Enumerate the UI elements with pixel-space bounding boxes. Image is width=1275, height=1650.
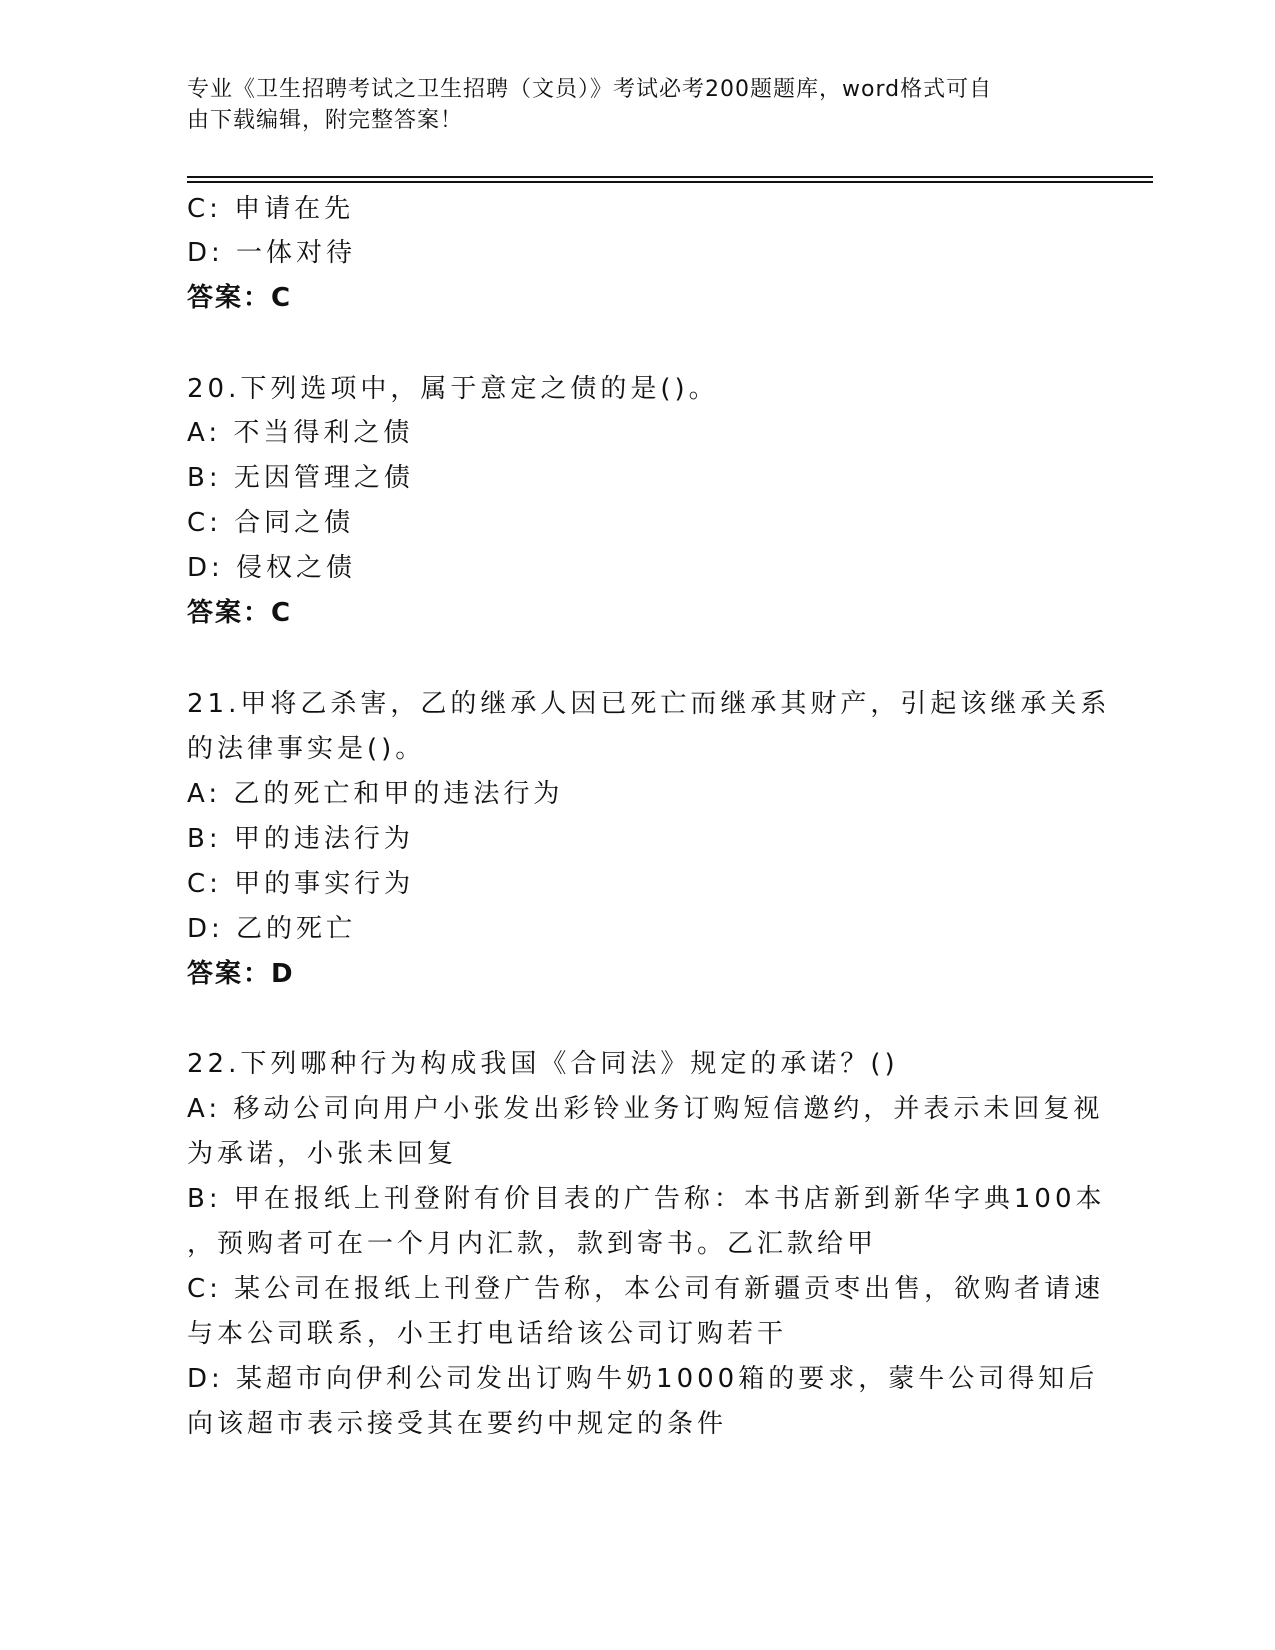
q22-option-c-line-2: 与本公司联系，小王打电话给该公司订购若干 [187, 1319, 788, 1349]
q22-option-b-line-2: ，预购者可在一个月内汇款，款到寄书。乙汇款给甲 [187, 1229, 878, 1259]
q20-option-d: D: 侵权之债 [187, 553, 357, 583]
q22-stem: 22.下列哪种行为构成我国《合同法》规定的承诺？() [187, 1049, 899, 1079]
q19-option-d: D: 一体对待 [187, 238, 357, 268]
q20-stem: 20.下列选项中，属于意定之债的是()。 [187, 374, 719, 404]
q22-option-a-line-1: A: 移动公司向用户小张发出彩铃业务订购短信邀约，并表示未回复视 [187, 1094, 1104, 1124]
q22-option-d-line-2: 向该超市表示接受其在要约中规定的条件 [187, 1409, 728, 1439]
q19-answer: 答案：C [187, 283, 293, 313]
q21-option-a: A: 乙的死亡和甲的违法行为 [187, 779, 564, 809]
header-rule-bottom [187, 181, 1153, 183]
header-line-1: 专业《卫生招聘考试之卫生招聘（文员）》考试必考200题题库，word格式可自 [187, 77, 993, 102]
q22-option-c-line-1: C: 某公司在报纸上刊登广告称，本公司有新疆贡枣出售，欲购者请速 [187, 1274, 1105, 1304]
q21-option-b: B: 甲的违法行为 [187, 824, 414, 854]
q19-option-c: C: 申请在先 [187, 194, 355, 224]
q21-option-c: C: 甲的事实行为 [187, 869, 415, 899]
document-header [187, 74, 1067, 136]
q21-option-d: D: 乙的死亡 [187, 914, 357, 944]
q20-option-b: B: 无因管理之债 [187, 463, 414, 493]
q21-stem-line-2: 的法律事实是()。 [187, 734, 426, 764]
q21-stem-line-1: 21.甲将乙杀害，乙的继承人因已死亡而继承其财产，引起该继承关系 [187, 689, 1111, 719]
header-line-2: 由下载编辑，附完整答案！ [187, 108, 464, 133]
q20-option-a: A: 不当得利之债 [187, 418, 414, 448]
header-rule-top [187, 176, 1153, 178]
q22-option-b-line-1: B: 甲在报纸上刊登附有价目表的广告称：本书店新到新华字典100本 [187, 1184, 1106, 1214]
q20-option-c: C: 合同之债 [187, 508, 355, 538]
q22-option-a-line-2: 为承诺，小张未回复 [187, 1139, 458, 1169]
q22-option-d-line-1: D: 某超市向伊利公司发出订购牛奶1000箱的要求，蒙牛公司得知后 [187, 1364, 1099, 1394]
q21-answer: 答案：D [187, 959, 295, 989]
q20-answer: 答案：C [187, 598, 293, 628]
